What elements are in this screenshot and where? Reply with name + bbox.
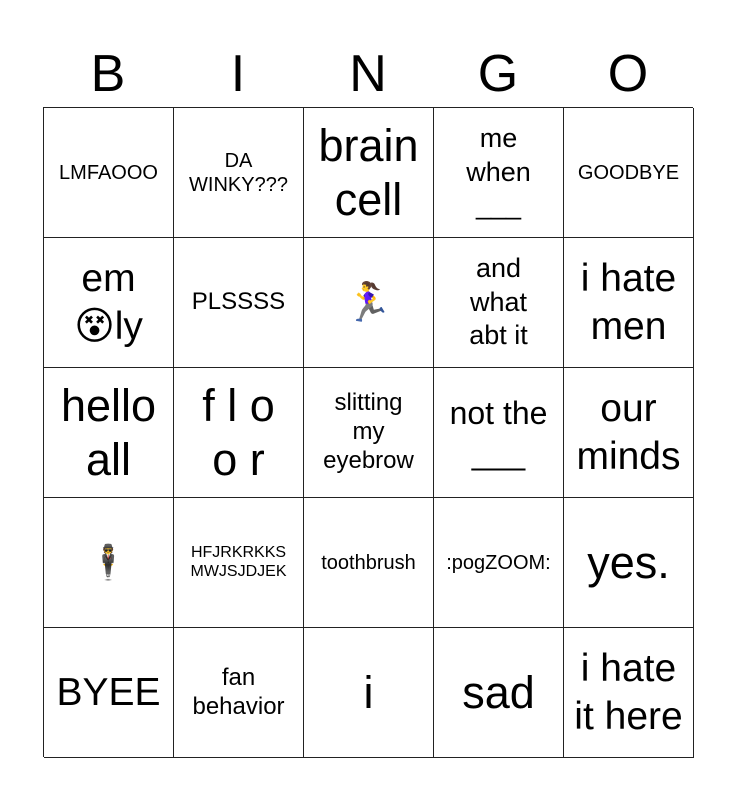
bingo-cell[interactable] <box>174 628 304 758</box>
bingo-cell[interactable] <box>44 628 174 758</box>
cell-text: not the ___ <box>449 394 548 471</box>
bingo-cell[interactable] <box>304 498 434 628</box>
cell-text: sad <box>462 666 535 718</box>
bingo-cell[interactable] <box>434 368 564 498</box>
bingo-cell[interactable] <box>174 368 304 498</box>
bingo-cell[interactable] <box>304 238 434 368</box>
cell-text: and what abt it <box>469 252 528 351</box>
cell-text: slitting my eyebrow <box>323 389 414 474</box>
cell-text: i hate men <box>580 256 677 348</box>
bingo-cell[interactable] <box>304 108 434 238</box>
cell-text: yes. <box>587 536 670 588</box>
cell-text: BYEE <box>56 670 161 714</box>
cell-text: LMFAOOO <box>59 161 158 184</box>
cell-text: :pogZOOM: <box>446 551 551 574</box>
header-letter-n: N <box>349 45 387 103</box>
bingo-cell[interactable] <box>304 368 434 498</box>
cell-text: PLSSSS <box>191 288 286 316</box>
cell-text: HFJRKRKKS MWJSJDJEK <box>190 544 287 580</box>
cell-text: toothbrush <box>321 551 416 574</box>
cell-text: me when ___ <box>466 122 531 221</box>
bingo-cell[interactable] <box>44 368 174 498</box>
cell-text: hello all <box>60 379 157 485</box>
bingo-cell[interactable] <box>174 238 304 368</box>
header-letter-o: O <box>607 45 649 103</box>
cell-text: fan behavior <box>192 663 285 720</box>
bingo-cell[interactable] <box>564 238 694 368</box>
running-woman-icon: 🏃‍♀️ <box>344 281 393 324</box>
bingo-cell[interactable] <box>174 498 304 628</box>
header-letter-b: B <box>90 45 126 103</box>
bingo-cell[interactable] <box>434 108 564 238</box>
levitating-man-icon: 🕴️ <box>87 543 130 582</box>
cell-text: brain cell <box>318 119 419 225</box>
header-letter-i: I <box>230 45 246 103</box>
bingo-cell[interactable] <box>564 628 694 758</box>
bingo-cell[interactable] <box>564 108 694 238</box>
header-letter-g: G <box>477 45 519 103</box>
cell-text: DA WINKY??? <box>189 149 288 196</box>
bingo-cell[interactable] <box>434 498 564 628</box>
bingo-cell[interactable] <box>174 108 304 238</box>
cell-text: GOODBYE <box>577 161 680 184</box>
bingo-cell[interactable] <box>434 238 564 368</box>
bingo-cell[interactable] <box>44 238 174 368</box>
cell-text: our minds <box>576 386 681 478</box>
bingo-cell[interactable] <box>304 628 434 758</box>
bingo-board <box>43 107 693 757</box>
bingo-cell[interactable] <box>434 628 564 758</box>
cell-text: i <box>363 666 374 718</box>
bingo-cell[interactable] <box>44 498 174 628</box>
bingo-header <box>43 40 693 108</box>
cell-text: em 😵ly <box>74 256 143 348</box>
bingo-cell[interactable] <box>564 368 694 498</box>
cell-text: f l o o r <box>202 379 275 485</box>
bingo-cell[interactable] <box>564 498 694 628</box>
bingo-cell[interactable] <box>44 108 174 238</box>
cell-text: i hate it here <box>574 646 683 738</box>
